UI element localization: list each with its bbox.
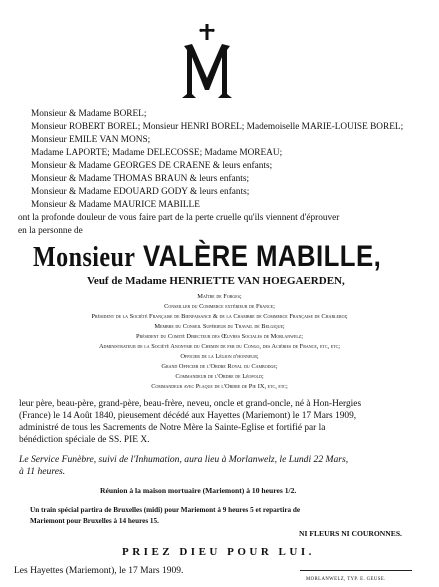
no-flowers-line: NI FLEURS NI COURONNES.	[299, 529, 402, 538]
monogram-cross-icon	[178, 24, 238, 102]
title-line: Commandeur avec Plaque de l'Ordre de Pie IX, etc, etc;	[151, 383, 288, 390]
family-line: Monsieur ROBERT BOREL; Monsieur HENRI BOREL; Mademoiselle MARIE-LOUISE BOREL;	[31, 122, 404, 132]
footer-rule	[300, 570, 412, 571]
family-line: Monsieur EMILE VAN MONS;	[31, 135, 151, 145]
title-line: Administrateur de la Société Anonyme du Chemin de fer du Congo, des Aciéries de France, etc, etc;	[98, 343, 341, 350]
deceased-prefix: Monsieur	[33, 242, 136, 273]
funeral-line: Le Service Funèbre, suivi de l'Inhumation, aura lieu à Morlanwelz, le Lundi 22 Mars,	[19, 454, 349, 465]
family-line: Monsieur & Madame GEORGES DE CRAENE & leurs enfants;	[31, 161, 273, 171]
train-line: Un train spécial partira de Bruxelles (midi) pour Mariemont à 9 heures 5 et repartira de	[30, 506, 301, 514]
title-line: Conseiller du Commerce extérieur de France;	[164, 303, 275, 310]
title-line: Grand Officier de l'Ordre Royal du Cambodge;	[161, 363, 278, 370]
title-line: Maître de Forges;	[197, 293, 242, 300]
place-date: Les Hayettes (Mariemont), le 17 Mars 1909.	[14, 566, 184, 576]
body-line: bénédiction spéciale de SS. PIE X.	[19, 435, 150, 445]
deceased-name	[33, 240, 381, 274]
family-line: Madame LAPORTE; Madame DELECOSSE; Madame MOREAU;	[31, 148, 283, 158]
body-line: administré de tous les Sacrements de Notre Mère la Sainte-Eglise et fortifié par la	[19, 423, 326, 433]
title-line: Officier de la Légion d'honneur;	[180, 353, 259, 360]
deceased-surname: VALÈRE MABILLE,	[143, 240, 382, 273]
title-line: Membre du Conseil Supérieur du Travail de Belgique;	[154, 323, 285, 330]
intro-line: en la personne de	[18, 226, 83, 236]
widower-line: Veuf de Madame HENRIETTE VAN HOEGAERDEN,	[87, 275, 345, 287]
family-line: Monsieur & Madame EDOUARD GODY & leurs enfants;	[31, 187, 250, 197]
reunion-line: Réunion à la maison mortuaire (Mariemont) à 10 heures 1/2.	[100, 486, 297, 495]
title-line: Président de la Société Française de Bienfaisance & de la Chambre de Commerce Française de Charleroi;	[91, 313, 348, 320]
prayer-line: PRIEZ DIEU POUR LUI.	[122, 546, 315, 558]
body-line: leur père, beau-père, grand-père, beau-frère, neveu, oncle et grand-oncle, né à Hon-Hergies	[19, 399, 362, 409]
funeral-line: à 11 heures.	[19, 466, 66, 477]
family-line: Monsieur & Madame BOREL;	[31, 109, 147, 119]
family-line: Monsieur & Madame THOMAS BRAUN & leurs enfants;	[31, 174, 250, 184]
printer-credit: MORLANWELZ, TYP. E. GEUSE.	[306, 577, 386, 582]
body-line: (France) le 14 Août 1840, pieusement décédé aux Hayettes (Mariemont) le 17 Mars 1909,	[19, 411, 357, 421]
title-line: Commandeur de l'Ordre de Léopold;	[175, 373, 264, 380]
intro-line: ont la profonde douleur de vous faire part de la perte cruelle qu'ils viennent d'éprouver	[18, 213, 340, 223]
train-line: Mariemont pour Bruxelles à 14 heures 15.	[30, 517, 159, 525]
family-line: Monsieur & Madame MAURICE MABILLE	[31, 200, 200, 210]
title-line: Président du Comité Directeur des Œuvres Sociales de Morlanwelz;	[135, 333, 303, 340]
